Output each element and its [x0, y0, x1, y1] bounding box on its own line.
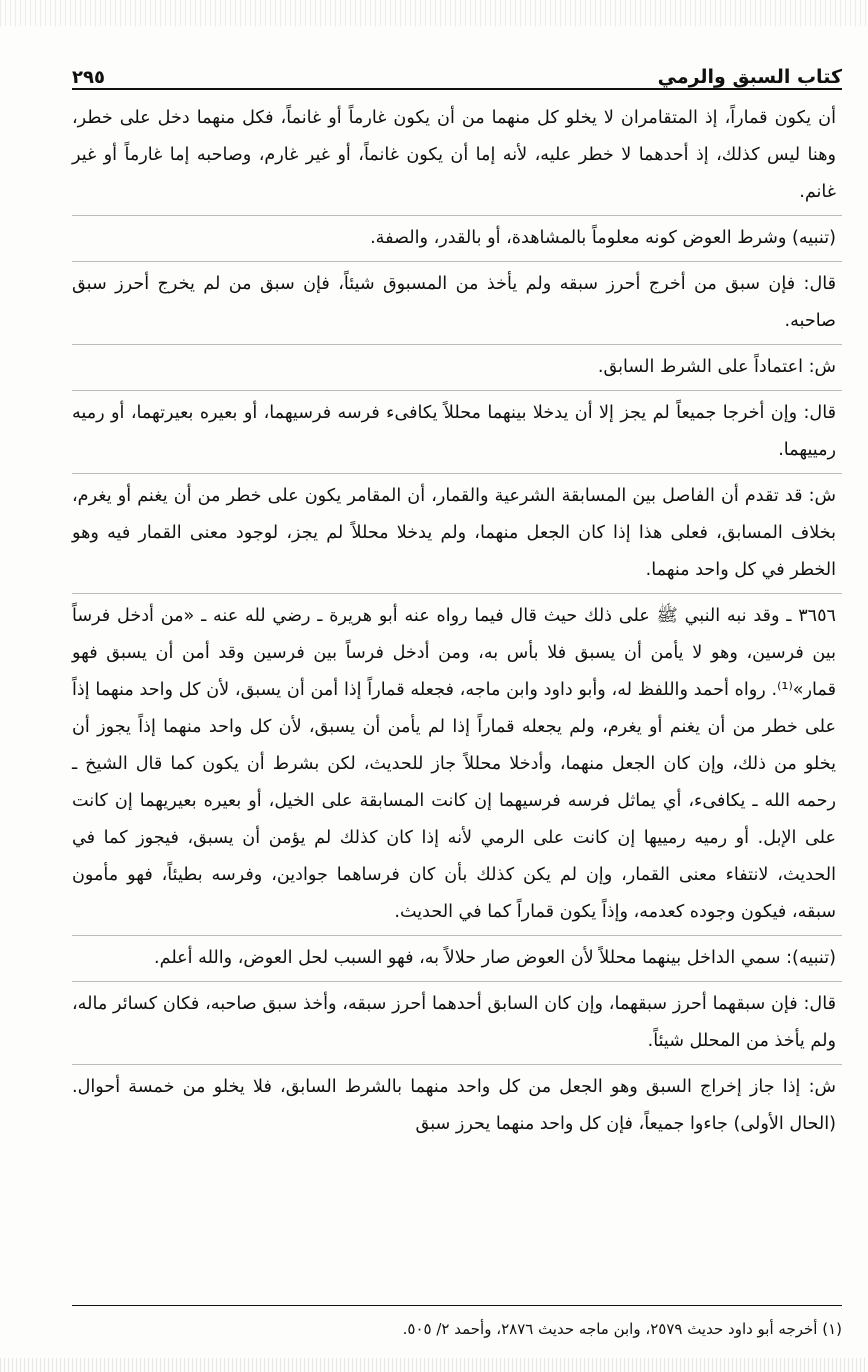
paragraph-note: (تنبيه): سمي الداخل بينهما محللاً لأن العوض صار حلالاً به، فهو السبب لحل العوض، والله أعلم. [154, 948, 836, 968]
paragraph-sharh: ش: إذا جاز إخراج السبق وهو الجعل من كل واحد منهما بالشرط السابق، فلا يخلو من خمسة أحوال. (الحال الأولى) جاءوا جميعاً، فإن كل واحد منهما يحرز سبق [72, 1077, 836, 1134]
scan-border-top [0, 0, 868, 26]
paragraph-matn: قال: وإن أخرجا جميعاً لم يجز إلا أن يدخلا بينهما محللاً يكافىء فرسه فرسيهما، أو بعيره بعيرتهما، أو رميه رمييهما. [72, 403, 836, 460]
paragraph-divider [72, 344, 842, 345]
paragraph-divider [72, 593, 842, 594]
book-page [72, 54, 842, 1354]
paragraph-note: (تنبيه) وشرط العوض كونه معلوماً بالمشاهدة، أو بالقدر، والصفة. [370, 228, 836, 248]
paragraph-matn: قال: فإن سبق من أخرج أحرز سبقه ولم يأخذ من المسبوق شيئاً، فإن سبق من لم يخرج أحرز سبق صاحبه. [72, 274, 836, 331]
paragraph-divider [72, 473, 842, 474]
page-number: ٢٩٥ [72, 67, 105, 88]
paragraph-sharh: ش: اعتماداً على الشرط السابق. [597, 357, 836, 377]
book-title: كتاب السبق والرمي [657, 66, 842, 88]
scan-border-bottom [0, 1358, 868, 1372]
footnote: (١) أخرجه أبو داود حديث ٢٥٧٩، وابن ماجه حديث ٢٨٧٦، وأحمد ٢/ ٥٠٥. [402, 1320, 842, 1338]
footnote-rule [72, 1305, 842, 1306]
page-body [72, 100, 842, 1143]
running-header [72, 54, 842, 90]
paragraph-divider [72, 1064, 842, 1065]
paragraph-divider [72, 981, 842, 982]
paragraph-hadith: ٣٦٥٦ ـ وقد نبه النبي ﷺ على ذلك حيث قال فيما رواه عنه أبو هريرة ـ رضي لله عنه ـ «من أدخل فرساً بين فرسين، وهو لا يأمن أن يسبق فلا بأس به، ومن أدخل فرساً بين فرسين وقد أمن أن يسبق فهو قمار»⁽¹⁾. رواه أحمد واللفظ له، وأبو داود وابن ماجه، فجعله قماراً إذا أمن أن يسبق، لأن كل واحد منهما إذاً على خطر من أن يغنم أو يغرم، ولم يجعله قماراً إذا لم يأمن أن يسبق، لأن كل واحد منهما إذاً يجوز أن يخلو من ذلك، وإن كان الجعل منهما، وأدخلا محللاً جاز للحديث، لكن بشرط أن يكون كما قال الشيخ ـ رحمه الله ـ يكافىء، أي يماثل فرسه فرسيهما إن كانت المسابقة على الخيل، أو بعيره بعيريهما إن كانت على الإبل. أو رميه رمييها إن كانت على الرمي لأنه إذا كان كذلك لم يؤمن أن يسبق، فيجوز كما في الحديث، لانتفاء معنى القمار، وإن لم يكن كذلك بأن كان فرساهما جوادين، وفرسه بطيئاً، فهو مأمون سبقه، فيكون وجوده كعدمه، وإذاً يكون قماراً كما في الحديث. [72, 606, 836, 922]
paragraph-divider [72, 215, 842, 216]
paragraph-divider [72, 261, 842, 262]
paragraph-sharh: ش: قد تقدم أن الفاصل بين المسابقة الشرعية والقمار، أن المقامر يكون على خطر من أن يغنم أو يغرم، بخلاف المسابق، فعلى هذا إذا كان الجعل منهما، ولم يدخلا محللاً لم يجز، لوجود معنى القمار فيه وهو الخطر في كل واحد منهما. [72, 486, 836, 580]
paragraph-continuation: أن يكون قماراً، إذ المتقامران لا يخلو كل منهما من أن يكون غارماً أو غانماً، فكل منهما دخل على خطر، وهنا ليس كذلك، إذ أحدهما لا خطر عليه، لأنه إما أن يكون غانماً، أو غير غارم، وصاحبه إما غارماً أو غير غانم. [72, 108, 836, 202]
paragraph-matn: قال: فإن سبقهما أحرز سبقهما، وإن كان السابق أحدهما أحرز سبقه، وأخذ سبق صاحبه، فكان كسائر ماله، ولم يأخذ من المحلل شيئاً. [72, 994, 836, 1051]
paragraph-divider [72, 390, 842, 391]
paragraph-divider [72, 935, 842, 936]
